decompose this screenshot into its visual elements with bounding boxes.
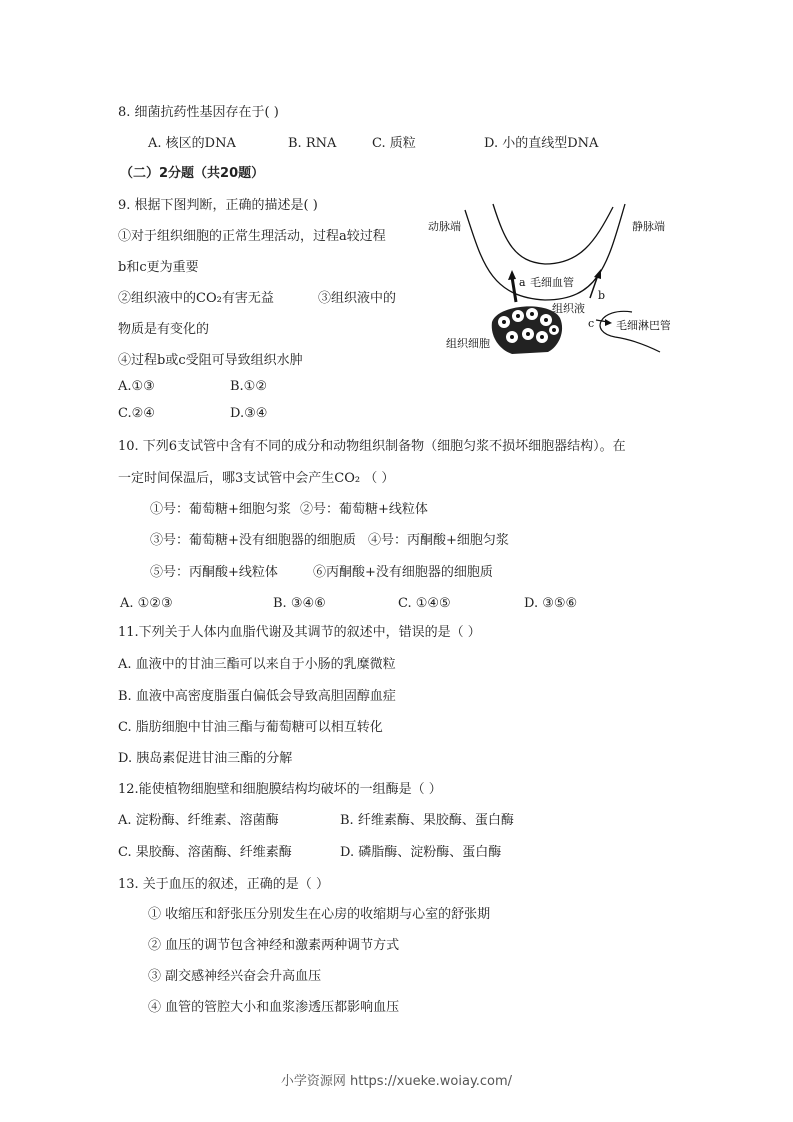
label-c: c xyxy=(588,317,595,330)
q11-option-d: D. 胰岛素促进甘油三酯的分解 xyxy=(118,751,293,766)
q11-option-a: A. 血液中的甘油三酯可以来自于小肠的乳糜微粒 xyxy=(118,657,396,672)
q10-item-4: ④号：丙酮酸+细胞匀浆 xyxy=(368,533,509,548)
q8-option-d: D. 小的直线型DNA xyxy=(484,136,599,151)
q9-statement-1a: ①对于组织细胞的正常生理活动，过程a较过程 xyxy=(118,229,386,244)
q13-item-4: ④ 血管的管腔大小和血浆渗透压都影响血压 xyxy=(148,1000,400,1015)
q13-item-1: ① 收缩压和舒张压分别发生在心房的收缩期与心室的舒张期 xyxy=(148,907,491,922)
q8-stem: 8. 细菌抗药性基因存在于( ) xyxy=(118,105,279,120)
label-venous: 静脉端 xyxy=(632,220,665,233)
q12-stem: 12.能使植物细胞壁和细胞膜结构均破坏的一组酶是（ ） xyxy=(118,782,442,797)
q12-option-d: D. 磷脂酶、淀粉酶、蛋白酶 xyxy=(340,845,502,860)
q13-stem: 13. 关于血压的叙述，正确的是（ ） xyxy=(118,877,329,892)
q10-item-3: ③号：葡萄糖+没有细胞器的细胞质 xyxy=(150,533,356,548)
label-tissue-cells: 组织细胞 xyxy=(446,337,490,350)
q13-item-2: ② 血压的调节包含神经和激素两种调节方式 xyxy=(148,938,400,953)
q11-stem: 11.下列关于人体内血脂代谢及其调节的叙述中，错误的是（ ） xyxy=(118,625,481,640)
label-a: a xyxy=(519,276,526,289)
q12-option-c: C. 果胶酶、溶菌酶、纤维素酶 xyxy=(118,845,292,860)
q12-option-a: A. 淀粉酶、纤维素、溶菌酶 xyxy=(118,813,279,828)
label-arterial: 动脉端 xyxy=(428,220,461,233)
q10-item-5: ⑤号：丙酮酸+线粒体 xyxy=(150,565,278,580)
q10-option-d: D. ③⑤⑥ xyxy=(524,596,578,611)
q10-stem-line1: 10. 下列6支试管中含有不同的成分和动物组织制备物（细胞匀浆不损坏细胞器结构）。在 xyxy=(118,439,626,454)
q9-statement-1b: b和c更为重要 xyxy=(118,260,199,275)
q9-statement-3b: 物质是有变化的 xyxy=(118,322,210,337)
q10-option-c: C. ①④⑤ xyxy=(398,596,451,611)
q9-statement-4: ④过程b或c受阻可导致组织水肿 xyxy=(118,353,303,368)
q9-option-d: D.③④ xyxy=(230,406,268,421)
q9-option-a: A.①③ xyxy=(118,379,155,394)
label-b: b xyxy=(598,289,606,302)
q10-item-6: ⑥丙酮酸+没有细胞器的细胞质 xyxy=(313,565,493,580)
q8-option-a: A. 核区的DNA xyxy=(148,136,236,151)
q10-item-2: ②号：葡萄糖+线粒体 xyxy=(300,502,428,517)
q9-option-c: C.②④ xyxy=(118,406,155,421)
q9-statement-3a: ③组织液中的 xyxy=(318,291,397,306)
q8-option-b: B. RNA xyxy=(288,136,337,151)
q10-option-a: A. ①②③ xyxy=(120,596,173,611)
section-heading: （二）2分题（共20题） xyxy=(120,166,265,181)
label-tissue-fluid: 组织液 xyxy=(552,302,585,315)
q11-option-c: C. 脂肪细胞中甘油三酯与葡萄糖可以相互转化 xyxy=(118,720,383,735)
q10-item-1: ①号：葡萄糖+细胞匀浆 xyxy=(150,502,291,517)
q8-option-c: C. 质粒 xyxy=(372,136,416,151)
q10-stem-line2: 一定时间保温后，哪3支试管中会产生CO₂ （ ） xyxy=(118,471,395,486)
label-capillary: 毛细血管 xyxy=(530,276,574,289)
q9-option-b: B.①② xyxy=(230,379,267,394)
q10-option-b: B. ③④⑥ xyxy=(273,596,326,611)
q13-item-3: ③ 副交感神经兴奋会升高血压 xyxy=(148,969,322,984)
label-lymph: 毛细淋巴管 xyxy=(616,319,670,332)
footer-watermark: 小学资源网 https://xueke.woiay.com/ xyxy=(280,1074,513,1089)
q9-statement-2: ②组织液中的CO₂有害无益 xyxy=(118,291,274,306)
capillary-diagram xyxy=(420,182,670,367)
q11-option-b: B. 血液中高密度脂蛋白偏低会导致高胆固醇血症 xyxy=(118,689,396,704)
q9-stem: 9. 根据下图判断，正确的描述是( ) xyxy=(118,198,318,213)
q12-option-b: B. 纤维素酶、果胶酶、蛋白酶 xyxy=(340,813,514,828)
